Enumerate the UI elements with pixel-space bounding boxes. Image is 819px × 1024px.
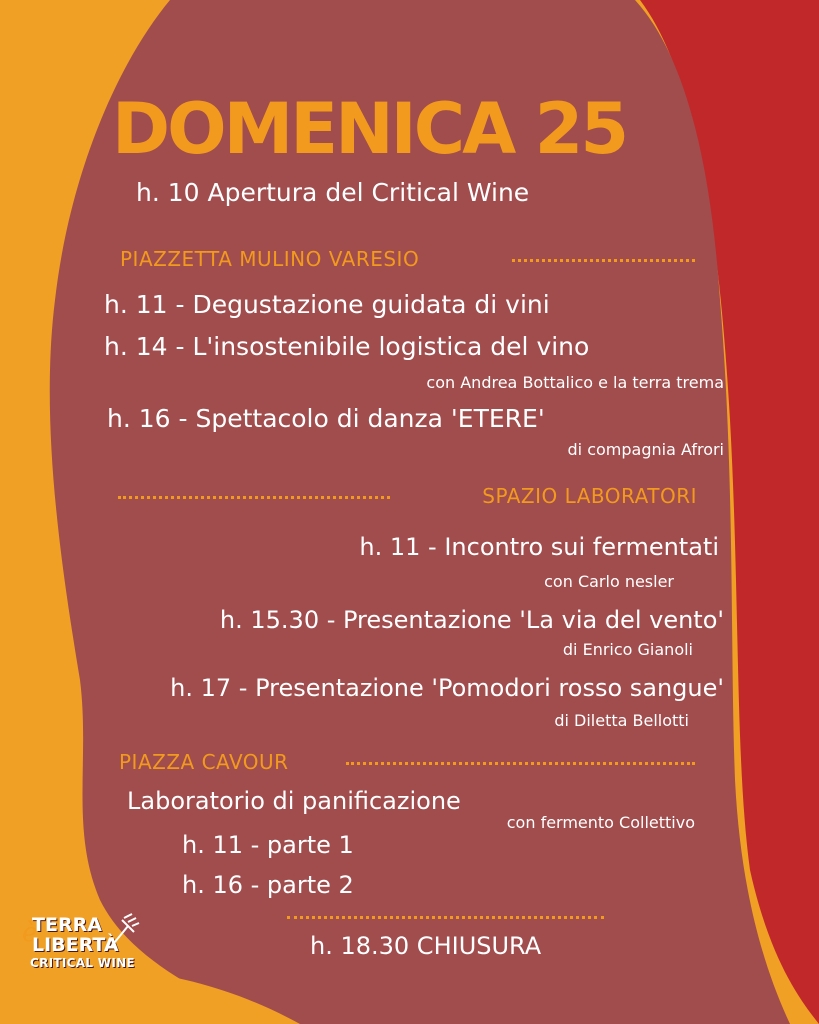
event-line: h. 17 - Presentazione 'Pomodori rosso sangue' xyxy=(170,674,724,702)
logo-e: è xyxy=(22,918,38,948)
closing-line: h. 18.30 CHIUSURA xyxy=(310,932,542,960)
event-subline: di compagnia Afrori xyxy=(567,440,724,459)
opening-line: h. 10 Apertura del Critical Wine xyxy=(136,178,530,207)
logo-liberta: LIBERTÀ xyxy=(32,934,119,956)
lab-title: Laboratorio di panificazione xyxy=(127,787,461,815)
section-divider xyxy=(346,762,695,765)
event-subline: con Carlo nesler xyxy=(544,572,674,591)
logo-critical-wine: CRITICAL WINE xyxy=(30,956,135,970)
section-title-laboratori: SPAZIO LABORATORI xyxy=(482,484,697,508)
event-line: h. 11 - parte 1 xyxy=(182,831,354,859)
section-title-piazza-cavour: PIAZZA CAVOUR xyxy=(119,750,289,774)
pitchfork-icon xyxy=(106,912,140,952)
logo-terra: TERRA xyxy=(32,914,102,936)
lab-subline: con fermento Collettivo xyxy=(506,813,695,832)
section-divider xyxy=(118,496,390,499)
page-title: DOMENICA 25 xyxy=(112,88,627,170)
event-subline: con Andrea Bottalico e la terra trema xyxy=(426,373,724,392)
event-line: h. 11 - Incontro sui fermentati xyxy=(359,533,719,561)
event-line: h. 11 - Degustazione guidata di vini xyxy=(104,290,550,319)
closing-divider xyxy=(287,916,604,919)
event-line: h. 16 - Spettacolo di danza 'ETERE' xyxy=(107,404,545,433)
event-subline: di Diletta Bellotti xyxy=(554,711,689,730)
event-line: h. 14 - L'insostenibile logistica del vino xyxy=(104,332,590,361)
section-divider xyxy=(512,259,695,262)
terra-e-liberta-logo xyxy=(22,912,142,982)
section-title-piazzetta: PIAZZETTA MULINO VARESIO xyxy=(120,247,420,271)
event-subline: di Enrico Gianoli xyxy=(562,640,693,659)
event-line: h. 15.30 - Presentazione 'La via del vento' xyxy=(219,606,724,634)
event-line: h. 16 - parte 2 xyxy=(182,871,354,899)
